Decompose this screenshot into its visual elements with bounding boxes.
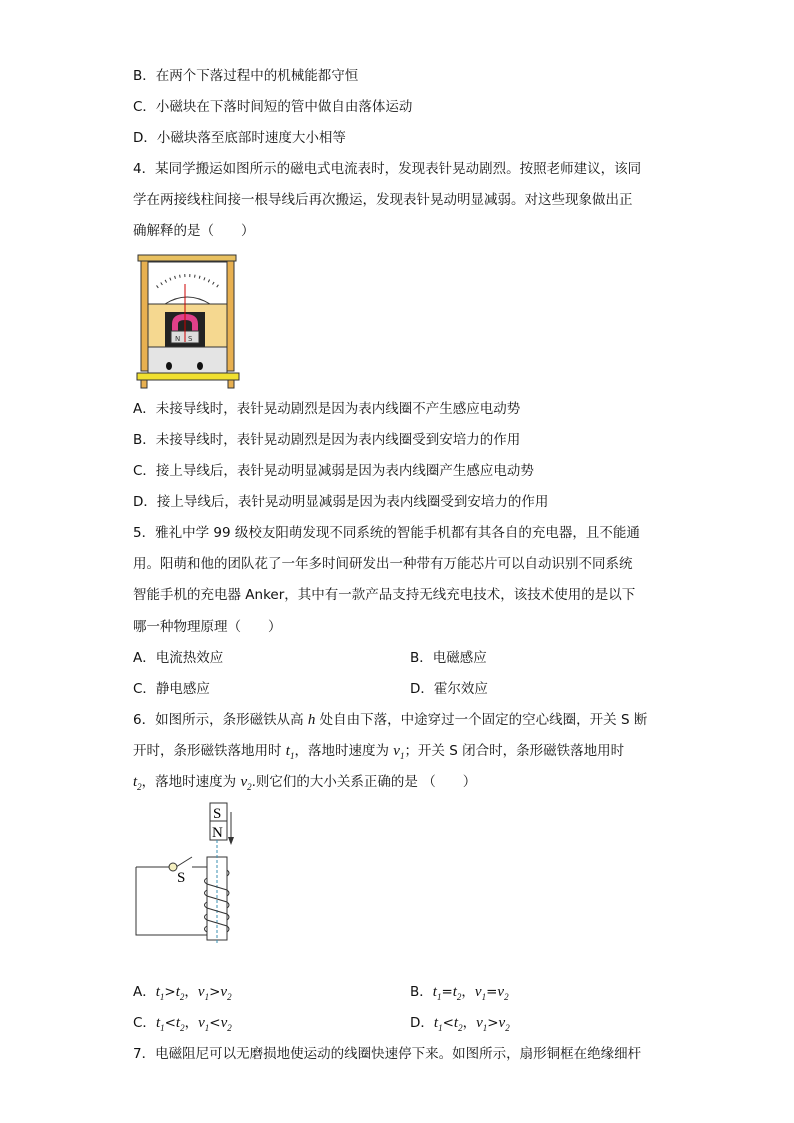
arrow-down-icon [228, 812, 234, 845]
q4-stem-line: 确解释的是（ ） [133, 223, 255, 239]
q3-option-d[interactable]: D．小磁块落至底部时速度大小相等 [133, 130, 346, 146]
q4-option-d[interactable]: D．接上导线后，表针晃动明显减弱是因为表内线圈受到安培力的作用 [133, 494, 549, 510]
q4-stem-line: 4．某同学搬运如图所示的磁电式电流表时，发现表针晃动剧烈。按照老师建议，该同 [133, 161, 642, 177]
q4-option-c[interactable]: C．接上导线后，表针晃动明显减弱是因为表内线圈产生感应电动势 [133, 463, 534, 479]
q6-option-a[interactable]: A．$t_1>t_2$，$v_1>v_2$ [133, 984, 232, 1002]
q5-stem-line: 用。阳萌和他的团队花了一年多时间研发出一种带有万能芯片可以自动识别不同系统 [133, 556, 633, 572]
ammeter-s-label: S [188, 335, 193, 343]
q4-stem-line: 学在两接线柱间接一根导线后再次搬运，发现表针晃动明显减弱。对这些现象做出正 [133, 192, 633, 208]
magnet-coil-figure [130, 800, 250, 948]
q5-stem-line: 5．雅礼中学 99 级校友阳萌发现不同系统的智能手机都有其各自的充电器，且不能通 [133, 525, 640, 541]
q5-option-b[interactable]: B．电磁感应 [410, 650, 487, 666]
q7-stem-line: 7．电磁阻尼可以无磨损地使运动的线圈快速停下来。如图所示，扇形铜框在绝缘细杆 [133, 1046, 642, 1062]
magnet-n-label: N [212, 825, 223, 841]
q5-option-a[interactable]: A．电流热效应 [133, 650, 224, 666]
q6-option-c[interactable]: C．$t_1<t_2$，$v_1<v_2$ [133, 1015, 232, 1033]
q5-option-c[interactable]: C．静电感应 [133, 681, 210, 697]
q5-stem-line: 哪一种物理原理（ ） [133, 619, 282, 635]
q6-option-d[interactable]: D．$t_1<t_2$，$v_1>v_2$ [410, 1015, 510, 1033]
q5-stem-line: 智能手机的充电器 Anker，其中有一款产品支持无线充电技术，该技术使用的是以下 [133, 587, 636, 603]
ammeter-n-label: N [175, 335, 181, 343]
magnet-s-label: S [213, 806, 222, 822]
q3-option-b[interactable]: B．在两个下落过程中的机械能都守恒 [133, 68, 359, 84]
q6-stem-line: 开时，条形磁铁落地用时 $t_1$，落地时速度为 $v_1$；开关 S 闭合时，条形磁铁落地用时 [133, 743, 625, 761]
q6-stem-line: 6．如图所示，条形磁铁从高 h 处自由下落，中途穿过一个固定的空心线圈，开关 S 断 [133, 712, 648, 728]
q6-stem-line: $t_2$，落地时速度为 $v_2$.则它们的大小关系正确的是 （ ） [133, 774, 477, 792]
q6-option-b[interactable]: B．$t_1=t_2$，$v_1=v_2$ [410, 984, 509, 1002]
switch-s-label: S [177, 870, 186, 886]
q5-option-d[interactable]: D．霍尔效应 [410, 681, 488, 697]
q3-option-c[interactable]: C．小磁块在下落时间短的管中做自由落体运动 [133, 99, 413, 115]
q4-option-a[interactable]: A．未接导线时，表针晃动剧烈是因为表内线圈不产生感应电动势 [133, 401, 521, 417]
q4-option-b[interactable]: B．未接导线时，表针晃动剧烈是因为表内线圈受到安培力的作用 [133, 432, 521, 448]
ammeter-figure [135, 252, 243, 390]
